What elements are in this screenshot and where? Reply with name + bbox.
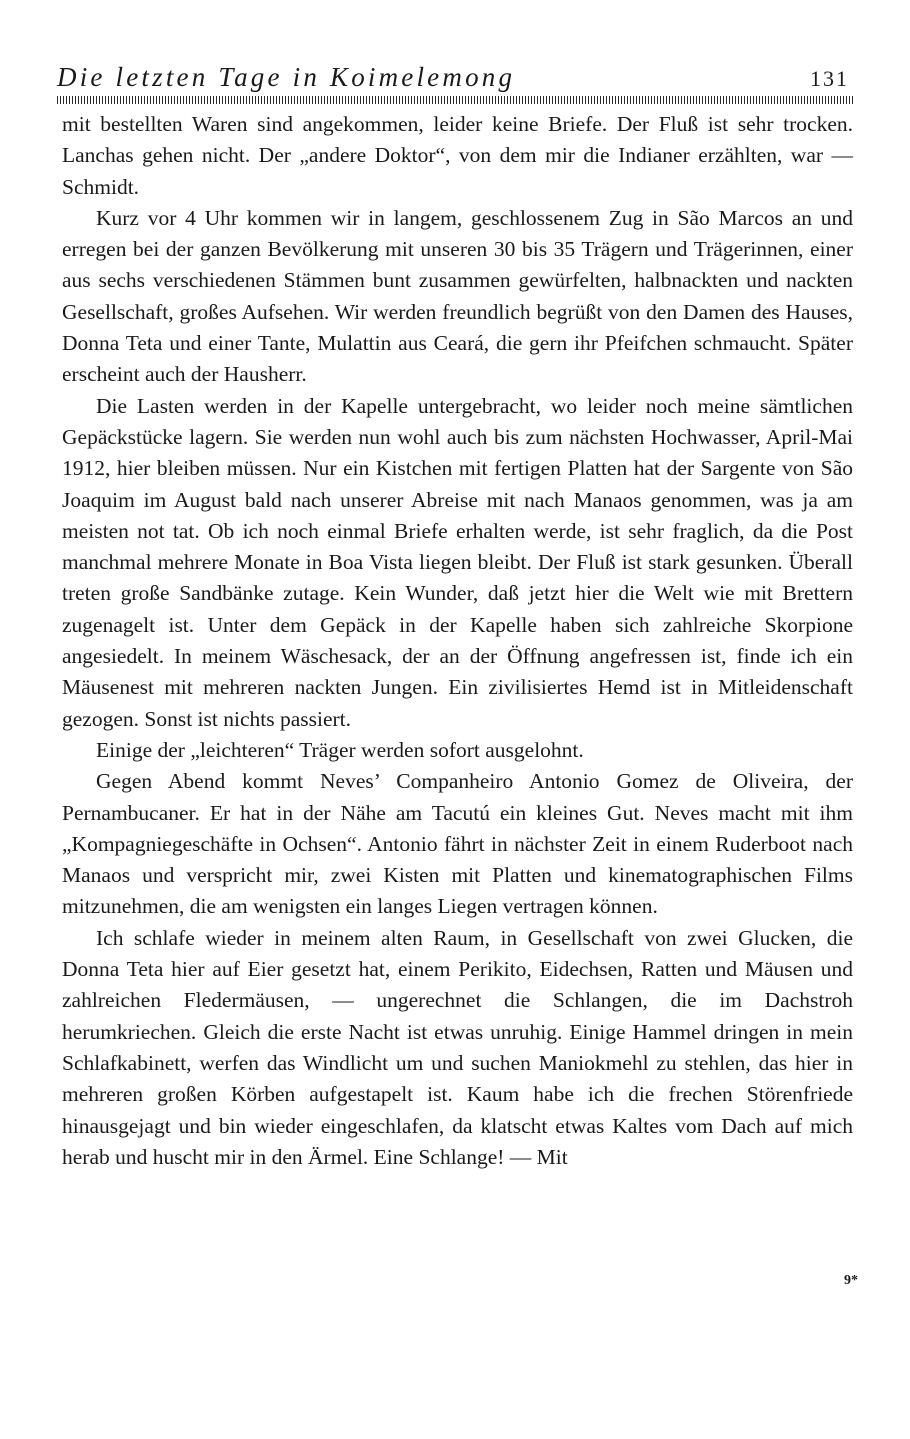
paragraph: Gegen Abend kommt Neves’ Companheiro Antonio Gomez de Oliveira, der Pernambucaner. Er hat in der Nähe am Tacutú ein kleines Gut. Neves macht mit ihm „Kompagniegeschäfte in Ochsen“. Antonio fährt in nächster Zeit in einem Ruderboot nach Manaos und verspricht mir, zwei Kisten mit Platten und kinematographischen Films mitzunehmen, die am wenigsten ein langes Liegen vertragen können. <box>62 769 853 919</box>
paragraph: Die Lasten werden in der Kapelle untergebracht, wo leider noch meine sämtlichen Gepäckstücke lagern. Sie werden nun wohl auch bis zum nächsten Hochwasser, April-Mai 1912, hier bleiben müssen. Nur ein Kistchen mit fertigen Platten hat der Sargente von São Joaquim im August bald nach unserer Abreise mit nach Manaos genommen, was ja am meisten not tat. Ob ich noch einmal Briefe erhalten werde, ist sehr fraglich, da die Post manchmal mehrere Monate in Boa Vista liegen bleibt. Der Fluß ist stark gesunken. Überall treten große Sandbänke zutage. Kein Wunder, daß jetzt hier die Welt wie mit Brettern zugenagelt ist. Unter dem Gepäck in der Kapelle haben sich zahlreiche Skorpione angesiedelt. In meinem Wäschesack, der an der Öffnung angefressen ist, finde ich ein Mäusenest mit mehreren nackten Jungen. Ein zivilisiertes Hemd ist in Mitleidenschaft gezogen. Sonst ist nichts passiert. <box>62 393 853 731</box>
paragraph-continuation: mit bestellten Waren sind angekommen, leider keine Briefe. Der Fluß ist sehr trocken. Lanchas gehen nicht. Der „andere Doktor“, von dem mir die Indianer erzählten, war — Schmidt. <box>62 112 853 199</box>
running-title: Die letzten Tage in Koimelemong <box>57 62 516 92</box>
body-text <box>62 109 853 1173</box>
paragraph: Kurz vor 4 Uhr kommen wir in langem, geschlossenem Zug in São Marcos an und erregen bei der ganzen Bevölkerung mit unseren 30 bis 35 Trägern und Trägerinnen, einer aus sechs verschiedenen Stämmen bunt zusammen gewürfelten, halbnackten und nackten Gesellschaft, großes Aufsehen. Wir werden freundlich begrüßt von den Damen des Hauses, Donna Teta und einer Tante, Mulattin aus Ceará, die gern ihr Pfeifchen schmaucht. Später erscheint auch der Hausherr. <box>62 205 853 387</box>
paragraph: Einige der „leichteren“ Träger werden sofort ausgelohnt. <box>96 737 584 762</box>
paragraph: Ich schlafe wieder in meinem alten Raum, in Gesellschaft von zwei Glucken, die Donna Teta hier auf Eier gesetzt hat, einem Perikito, Eidechsen, Ratten und Mäusen und zahlreichen Fledermäusen, — ungerechnet die Schlangen, die im Dachstroh herumkriechen. Gleich die erste Nacht ist etwas unruhig. Einige Hammel dringen in mein Schlafkabinett, werfen das Windlicht um und suchen Maniokmehl zu stehlen, das hier in mehreren großen Körben aufgestapelt ist. Kaum habe ich die frechen Störenfriede hinausgejagt und bin wieder eingeschlafen, da klatscht etwas Kaltes vom Dach auf mich herab und huscht mir in den Ärmel. Eine Schlange! — Mit <box>62 925 853 1169</box>
running-head <box>57 62 853 96</box>
signature-mark: 9* <box>844 1273 858 1288</box>
page-number: 131 <box>810 66 849 91</box>
ornament-rule <box>57 96 853 104</box>
